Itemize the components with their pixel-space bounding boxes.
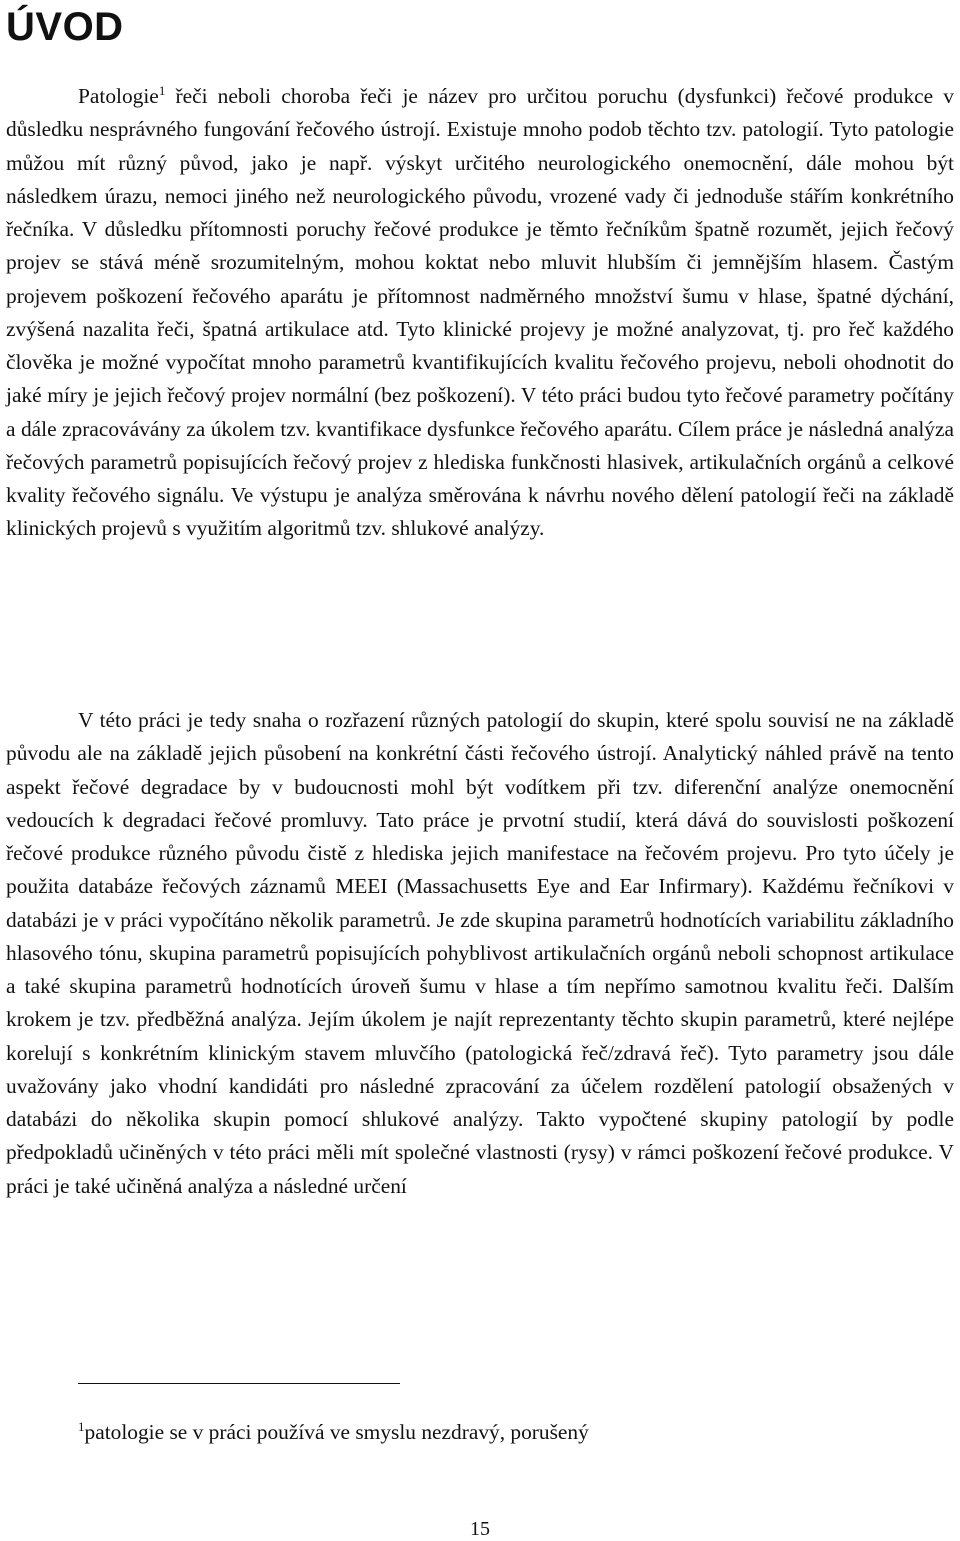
footnote-mark: 1 — [78, 1418, 85, 1434]
paragraph-intro-lead: Patologie — [78, 84, 159, 108]
footnote-separator — [78, 1383, 400, 1384]
footnote — [78, 1418, 589, 1446]
footnote-text: patologie se v práci používá ve smyslu nezdravý, porušený — [84, 1420, 589, 1444]
paragraph-second: V této práci je tedy snaha o rozřazení různých patologií do skupin, které spolu souvisí ne na základě původu ale na základě jejich působení na konkrétní části řečového ústrojí. Analytický náhled právě na tento aspekt řečové degradace by v budoucnosti mohl být vodítkem při tzv. diferenční analýze onemocnění vedoucích k degradaci řečové promluvy. Tato práce je prvotní studií, která dává do souvislosti poškození řečové produkce různého původu čistě z hlediska jejich manifestace na řečovém projevu. Pro tyto účely je použita databáze řečových záznamů MEEI (Massachusetts Eye and Ear Infirmary). Každému řečníkovi v databázi je v práci vypočítáno několik parametrů. Je zde skupina parametrů hodnotících variabilitu základního hlasového tónu, skupina parametrů popisujících pohyblivost artikulačních orgánů neboli schopnost artikulace a také skupina parametrů hodnotících úroveň šumu v hlase a tím nepřímo samotnou kvalitu řeči. Dalším krokem je tzv. předběžná analýza. Jejím úkolem je najít reprezentanty těchto skupin parametrů, které nejlépe korelují s konkrétním klinickým stavem mluvčího (patologická řeč/zdravá řeč). Tyto parametry jsou dále uvažovány jako vhodní kandidáti pro následné zpracování za účelem rozdělení patologií obsažených v databázi do několika skupin pomocí shlukové analýzy. Takto vypočtené skupiny patologií by podle předpokladů učiněných v této práci měli mít společné vlastnosti (rysy) v rámci poškození řečové produkce. V práci je také učiněná analýza a následné určení — [6, 708, 954, 1198]
paragraph-intro — [6, 80, 954, 546]
section-heading: ÚVOD — [6, 5, 124, 49]
footnote-reference[interactable]: 1 — [158, 82, 166, 98]
paragraph-intro-text: řeči neboli choroba řeči je název pro určitou poruchu (dysfunkci) řečové produkce v důsledku nesprávného fungování řečového ústrojí. Existuje mnoho podob těchto tzv. patologií. Tyto patologie můžou mít různý původ, jako je např. výskyt určitého neurologického onemocnění, dále mohou být následkem úrazu, nemoci jiného než neurologického původu, vrozené vady či jednoduše stářím konkrétního řečníka. V důsledku přítomnosti poruchy řečové produkce je těmto řečníkům špatně rozumět, jejich řečový projev se stává méně srozumitelným, mohou koktat nebo mluvit hlubším či jemnějším hlasem. Častým projevem poškození řečového aparátu je přítomnost nadměrného množství šumu v hlase, špatné dýchání, zvýšená nazalita řeči, špatná artikulace atd. Tyto klinické projevy je možné analyzovat, tj. pro řeč každého člověka je možné vypočítat mnoho parametrů kvantifikujících kvalitu řečového projevu, neboli ohodnotit do jaké míry je jejich řečový projev normální (bez poškození). V této práci budou tyto řečové parametry počítány a dále zpracovávány za úkolem tzv. kvantifikace dysfunkce řečového aparátu. Cílem práce je následná analýza řečových parametrů popisujících řečový projev z hlediska funkčnosti hlasivek, artikulačních orgánů a celkové kvality řečového signálu. Ve výstupu je analýza směrována k návrhu nového dělení patologií řeči na základě klinických projevů s využitím algoritmů tzv. shlukové analýzy. — [6, 84, 954, 541]
page-number: 15 — [470, 1518, 490, 1540]
